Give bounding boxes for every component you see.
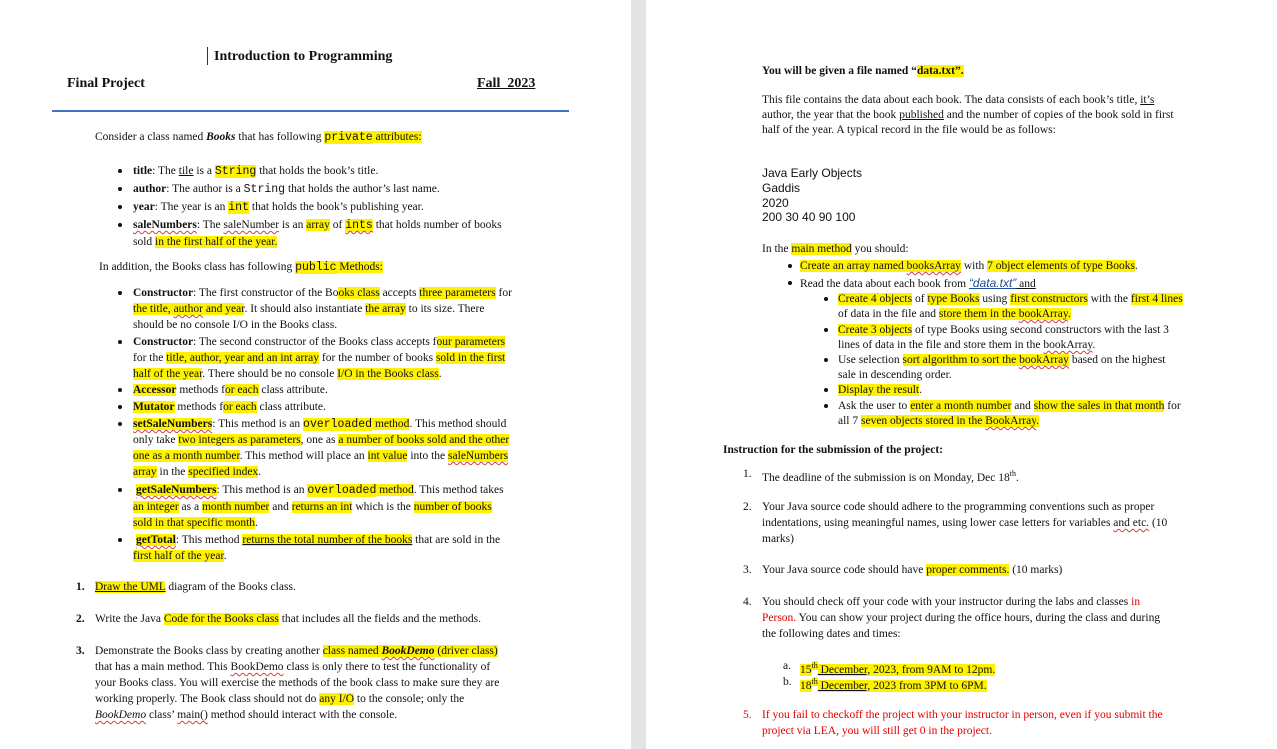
sub-step-sort-cont: sale in descending order.	[838, 369, 952, 381]
record-line: 2020	[762, 196, 789, 210]
method-gettotal-cont: first half of the year.	[133, 550, 227, 562]
date-label: a.	[783, 660, 791, 672]
method-getsalenumbers-cont: an integer as a month number and returns an int which is the number of books	[133, 501, 492, 513]
method-gettotal: getTotal: This method returns the total number of the books that are sold in the	[136, 534, 501, 546]
method-setsalenumbers-cont2: one as a month number. This method will place an int value into the saleNumbers	[133, 450, 509, 462]
intro-paragraph: Consider a class named Books that has following private attributes:	[95, 131, 422, 144]
course-title: Introduction to Programming	[214, 49, 393, 64]
file-description-cont2: half of the year. A typical record in the file would be as follows:	[762, 124, 1056, 136]
sub-step-create-3-cont: lines of data in the file and store them in the bookArray.	[838, 339, 1096, 351]
record-line: 200 30 40 90 100	[762, 210, 856, 224]
sub-step-sort: Use selection sort algorithm to sort the bookArray based on the highest	[838, 354, 1166, 366]
method-setsalenumbers-cont: only take two integers as parameters, one as a number of books sold and the other	[133, 434, 510, 446]
instruction-number: 1.	[743, 468, 752, 480]
date-option-2: 18th December, 2023 from 3PM to 6PM.	[800, 677, 987, 692]
instruction-comments: Your Java source code should have proper comments. (10 marks)	[762, 564, 1063, 576]
bullet	[118, 422, 122, 426]
instruction-checkoff-cont: Person. You can show your project during the office hours, during the class and during	[762, 612, 1161, 624]
instruction-conventions-cont: indentations, using meaningful names, using lower case letters for variables and etc. (10	[762, 517, 1168, 529]
bullet	[824, 404, 828, 408]
sub-step-create-3: Create 3 objects of type Books using second constructors with the last 3	[838, 324, 1169, 336]
instruction-warning-cont: project via LEA, you will still get 0 in the project.	[762, 725, 992, 737]
sub-step-display: Display the result.	[838, 384, 922, 396]
instructions-heading: Instruction for the submission of the project:	[723, 444, 943, 456]
header-final-project: Final Project	[67, 76, 145, 91]
method-constructor-1-cont2: should be no console I/O in the Books class.	[133, 319, 338, 331]
header-semester: Fall_2023	[477, 76, 536, 91]
date-option-1: 15th December, 2023, from 9AM to 12pm.	[800, 661, 996, 676]
method-constructor-2-cont: for the title, author, year and an int array for the number of books sold in the first	[133, 352, 506, 364]
bullet	[118, 187, 122, 191]
method-getsalenumbers: getSaleNumbers: This method is an overloaded method. This method takes	[136, 484, 504, 497]
file-heading: You will be given a file named “data.txt”.	[762, 65, 964, 77]
bullet	[788, 264, 792, 268]
file-description: This file contains the data about each book. The data consists of each book’s title, it’s	[762, 94, 1155, 106]
document-page-left	[0, 0, 631, 749]
method-accessor: Accessor methods for each class attribute.	[133, 384, 328, 396]
page-gutter	[631, 0, 646, 749]
method-constructor-2-cont2: half of the year. There should be no console I/O in the Books class.	[133, 368, 442, 380]
attribute-title: title: The tile is a String that holds the book’s title.	[133, 165, 379, 178]
task-write-code: Write the Java Code for the Books class that includes all the fields and the methods.	[95, 613, 481, 625]
methods-intro: In addition, the Books class has following public Methods:	[99, 261, 383, 274]
sub-step-create-4: Create 4 objects of type Books using first constructors with the first 4 lines	[838, 293, 1183, 305]
method-constructor-2: Constructor: The second constructor of the Books class accepts four parameters	[133, 336, 506, 348]
bullet	[788, 281, 792, 285]
task-demonstrate-cont: that has a main method. This BookDemo class is only there to test the functionality of	[95, 661, 491, 673]
record-line: Gaddis	[762, 181, 801, 195]
instruction-number: 4.	[743, 596, 752, 608]
bullet	[118, 488, 122, 492]
bullet	[118, 340, 122, 344]
task-number: 2.	[76, 613, 85, 625]
method-constructor-1: Constructor: The first constructor of the Books class accepts three parameters for	[133, 287, 512, 299]
bullet	[118, 291, 122, 295]
main-step-create-array: Create an array named booksArray with 7 object elements of type Books.	[800, 260, 1138, 272]
method-constructor-1-cont: the title, author and year. It should also instantiate the array to its size. There	[133, 303, 485, 315]
header-rule	[52, 110, 569, 112]
date-label: b.	[783, 676, 792, 688]
instruction-number: 2.	[743, 501, 752, 513]
task-number: 3.	[76, 645, 85, 657]
bullet	[824, 328, 828, 332]
main-method-intro: In the main method you should:	[762, 243, 909, 255]
instruction-number: 3.	[743, 564, 752, 576]
bullet	[118, 169, 122, 173]
attribute-author: author: The author is a String that holds the author’s last name.	[133, 183, 440, 196]
task-demonstrate-cont4: BookDemo class’ main() method should interact with the console.	[95, 709, 398, 721]
task-draw-uml: Draw the UML diagram of the Books class.	[95, 581, 296, 593]
instruction-number: 5.	[743, 709, 752, 721]
method-setsalenumbers: setSaleNumbers: This method is an overloaded method. This method should	[133, 418, 507, 431]
instruction-conventions-cont2: marks)	[762, 533, 794, 545]
instruction-checkoff: You should check off your code with your instructor during the labs and classes in	[762, 596, 1141, 608]
bullet	[118, 538, 122, 542]
method-setsalenumbers-cont3: array in the specified index.	[133, 466, 262, 478]
record-line: Java Early Objects	[762, 166, 863, 180]
instruction-checkoff-cont2: the following dates and times:	[762, 628, 901, 640]
bullet	[118, 405, 122, 409]
bullet	[824, 358, 828, 362]
main-step-read-data: Read the data about each book from “data.txt” and	[800, 276, 1036, 290]
instruction-warning: If you fail to checkoff the project with your instructor in person, even if you submit the	[762, 709, 1163, 721]
task-demonstrate-cont3: working properly. The Book class should not do any I/O to the console; only the	[95, 693, 465, 705]
attribute-salenumbers: saleNumbers: The saleNumber is an array of ints that holds number of books	[133, 219, 502, 232]
sub-step-create-4-cont: of data in the file and store them in the bookArray.	[838, 308, 1071, 320]
sub-step-ask-month-cont: all 7 seven objects stored in the BookArray.	[838, 415, 1040, 427]
instruction-deadline: The deadline of the submission is on Monday, Dec 18th.	[762, 469, 1019, 484]
bullet	[118, 223, 122, 227]
method-mutator: Mutator methods for each class attribute.	[133, 401, 326, 413]
method-getsalenumbers-cont2: sold in that specific month.	[133, 517, 258, 529]
bullet	[118, 388, 122, 392]
attribute-year: year: The year is an int that holds the book’s publishing year.	[133, 201, 424, 214]
bullet	[824, 388, 828, 392]
task-demonstrate: Demonstrate the Books class by creating another class named BookDemo (driver class)	[95, 645, 498, 657]
document-page-right	[646, 0, 1277, 749]
task-demonstrate-cont2: your Books class. You will exercise the methods of the book class to make sure they are	[95, 677, 500, 689]
cursor-bar	[207, 47, 208, 65]
sub-step-ask-month: Ask the user to enter a month number and show the sales in that month for	[838, 400, 1181, 412]
file-description-cont: author, the year that the book published and the number of copies of the book sold in first	[762, 109, 1174, 121]
instruction-conventions: Your Java source code should adhere to the programming conventions such as proper	[762, 501, 1155, 513]
task-number: 1.	[76, 581, 85, 593]
attribute-salenumbers-cont: sold in the first half of the year.	[133, 236, 278, 248]
bullet	[118, 205, 122, 209]
bullet	[824, 297, 828, 301]
